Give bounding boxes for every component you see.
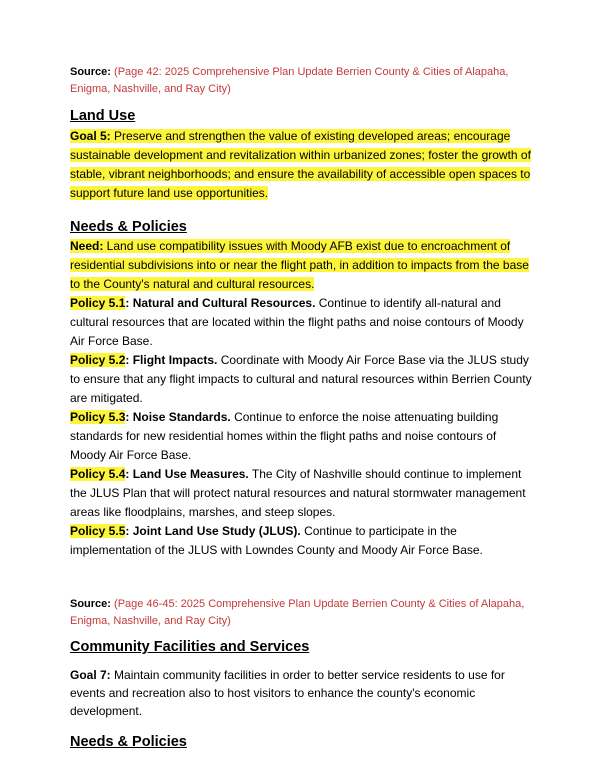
goal-5-text: Preserve and strengthen the value of existing developed areas; encourage sustainable development and revitalization within urbanized zones; foster the growth of stable, vibrant neighborhoods; and ensure the availability of accessible open spaces to support future land use opportunities. (70, 129, 531, 200)
need-paragraph (70, 237, 532, 294)
policy-5-3-label: Policy 5.3 (70, 410, 126, 424)
policy-5-4-label: Policy 5.4 (70, 467, 126, 481)
need-text: Land use compatibility issues with Moody AFB exist due to encroachment of residential subdivisions into or near the flight path, in addition to impacts from the base to the County's natural and cultural resources. (70, 239, 529, 291)
policy-5-1-body: Continue to identify all-natural and cultural resources that are located within the flight paths and noise contours of Moody Air Force Base. (70, 296, 524, 348)
policy-5-1-title: Natural and Cultural Resources. (129, 296, 316, 310)
policy-5-3-body: Continue to enforce the noise attenuating building standards for new residential homes within the flight paths and noise contours of Moody Air Force Base. (70, 410, 499, 462)
policy-5-5-paragraph (70, 522, 532, 560)
policy-5-3-title: Noise Standards. (129, 410, 231, 424)
source-citation-2 (70, 596, 532, 629)
policy-5-1-separator: : (125, 296, 130, 310)
source-citation-text: (Page 42: 2025 Comprehensive Plan Update Berrien County & Cities of Alapaha, Enigma, Nashville, and Ray City) (70, 66, 509, 95)
policy-5-3-paragraph (70, 408, 532, 465)
heading-land-use: Land Use (70, 108, 136, 124)
goal-5-label: Goal 5: (70, 129, 111, 143)
policy-5-2-body: Coordinate with Moody Air Force Base via the JLUS study to ensure that any flight impacts to cultural and natural resources within Berrien County are mitigated. (70, 353, 532, 405)
policy-5-3-separator: : (125, 410, 130, 424)
policy-5-1-label: Policy 5.1 (70, 296, 126, 310)
policy-5-5-body: Continue to participate in the implementation of the JLUS with Lowndes County and Moody Air Force Base. (70, 524, 483, 557)
goal-7-text: Maintain community facilities in order to better service residents to use for events and recreation also to host visitors to enhance the county's economic development. (70, 668, 505, 718)
policy-5-2-title: Flight Impacts. (129, 353, 218, 367)
policy-5-5-separator: : (125, 524, 130, 538)
heading-needs-policies-2: Needs & Policies (70, 734, 187, 750)
goal-7-paragraph (70, 666, 532, 720)
need-label: Need: (70, 239, 104, 253)
policy-5-4-title: Land Use Measures. (129, 467, 249, 481)
policy-5-2-paragraph (70, 351, 532, 408)
policy-5-5-title: Joint Land Use Study (JLUS). (129, 524, 301, 538)
source-citation-1 (70, 64, 532, 97)
goal-5-paragraph (70, 127, 532, 203)
policy-5-2-separator: : (125, 353, 130, 367)
goal-7-label: Goal 7: (70, 668, 111, 682)
policy-5-4-separator: : (125, 467, 130, 481)
source-label: Source: (70, 598, 111, 610)
policy-5-4-body: The City of Nashville should continue to implement the JLUS Plan that will protect natural resources and natural stormwater management areas like floodplains, marshes, and steep slopes. (70, 467, 526, 519)
heading-community-facilities: Community Facilities and Services (70, 639, 310, 655)
heading-needs-policies-1: Needs & Policies (70, 219, 187, 235)
policy-5-2-label: Policy 5.2 (70, 353, 126, 367)
policy-5-5-label: Policy 5.5 (70, 524, 126, 538)
source-label: Source: (70, 66, 111, 78)
policy-5-4-paragraph (70, 465, 532, 522)
source-citation-text: (Page 46-45: 2025 Comprehensive Plan Update Berrien County & Cities of Alapaha, Enigma, Nashville, and Ray City) (70, 598, 525, 627)
policy-5-1-paragraph (70, 294, 532, 351)
